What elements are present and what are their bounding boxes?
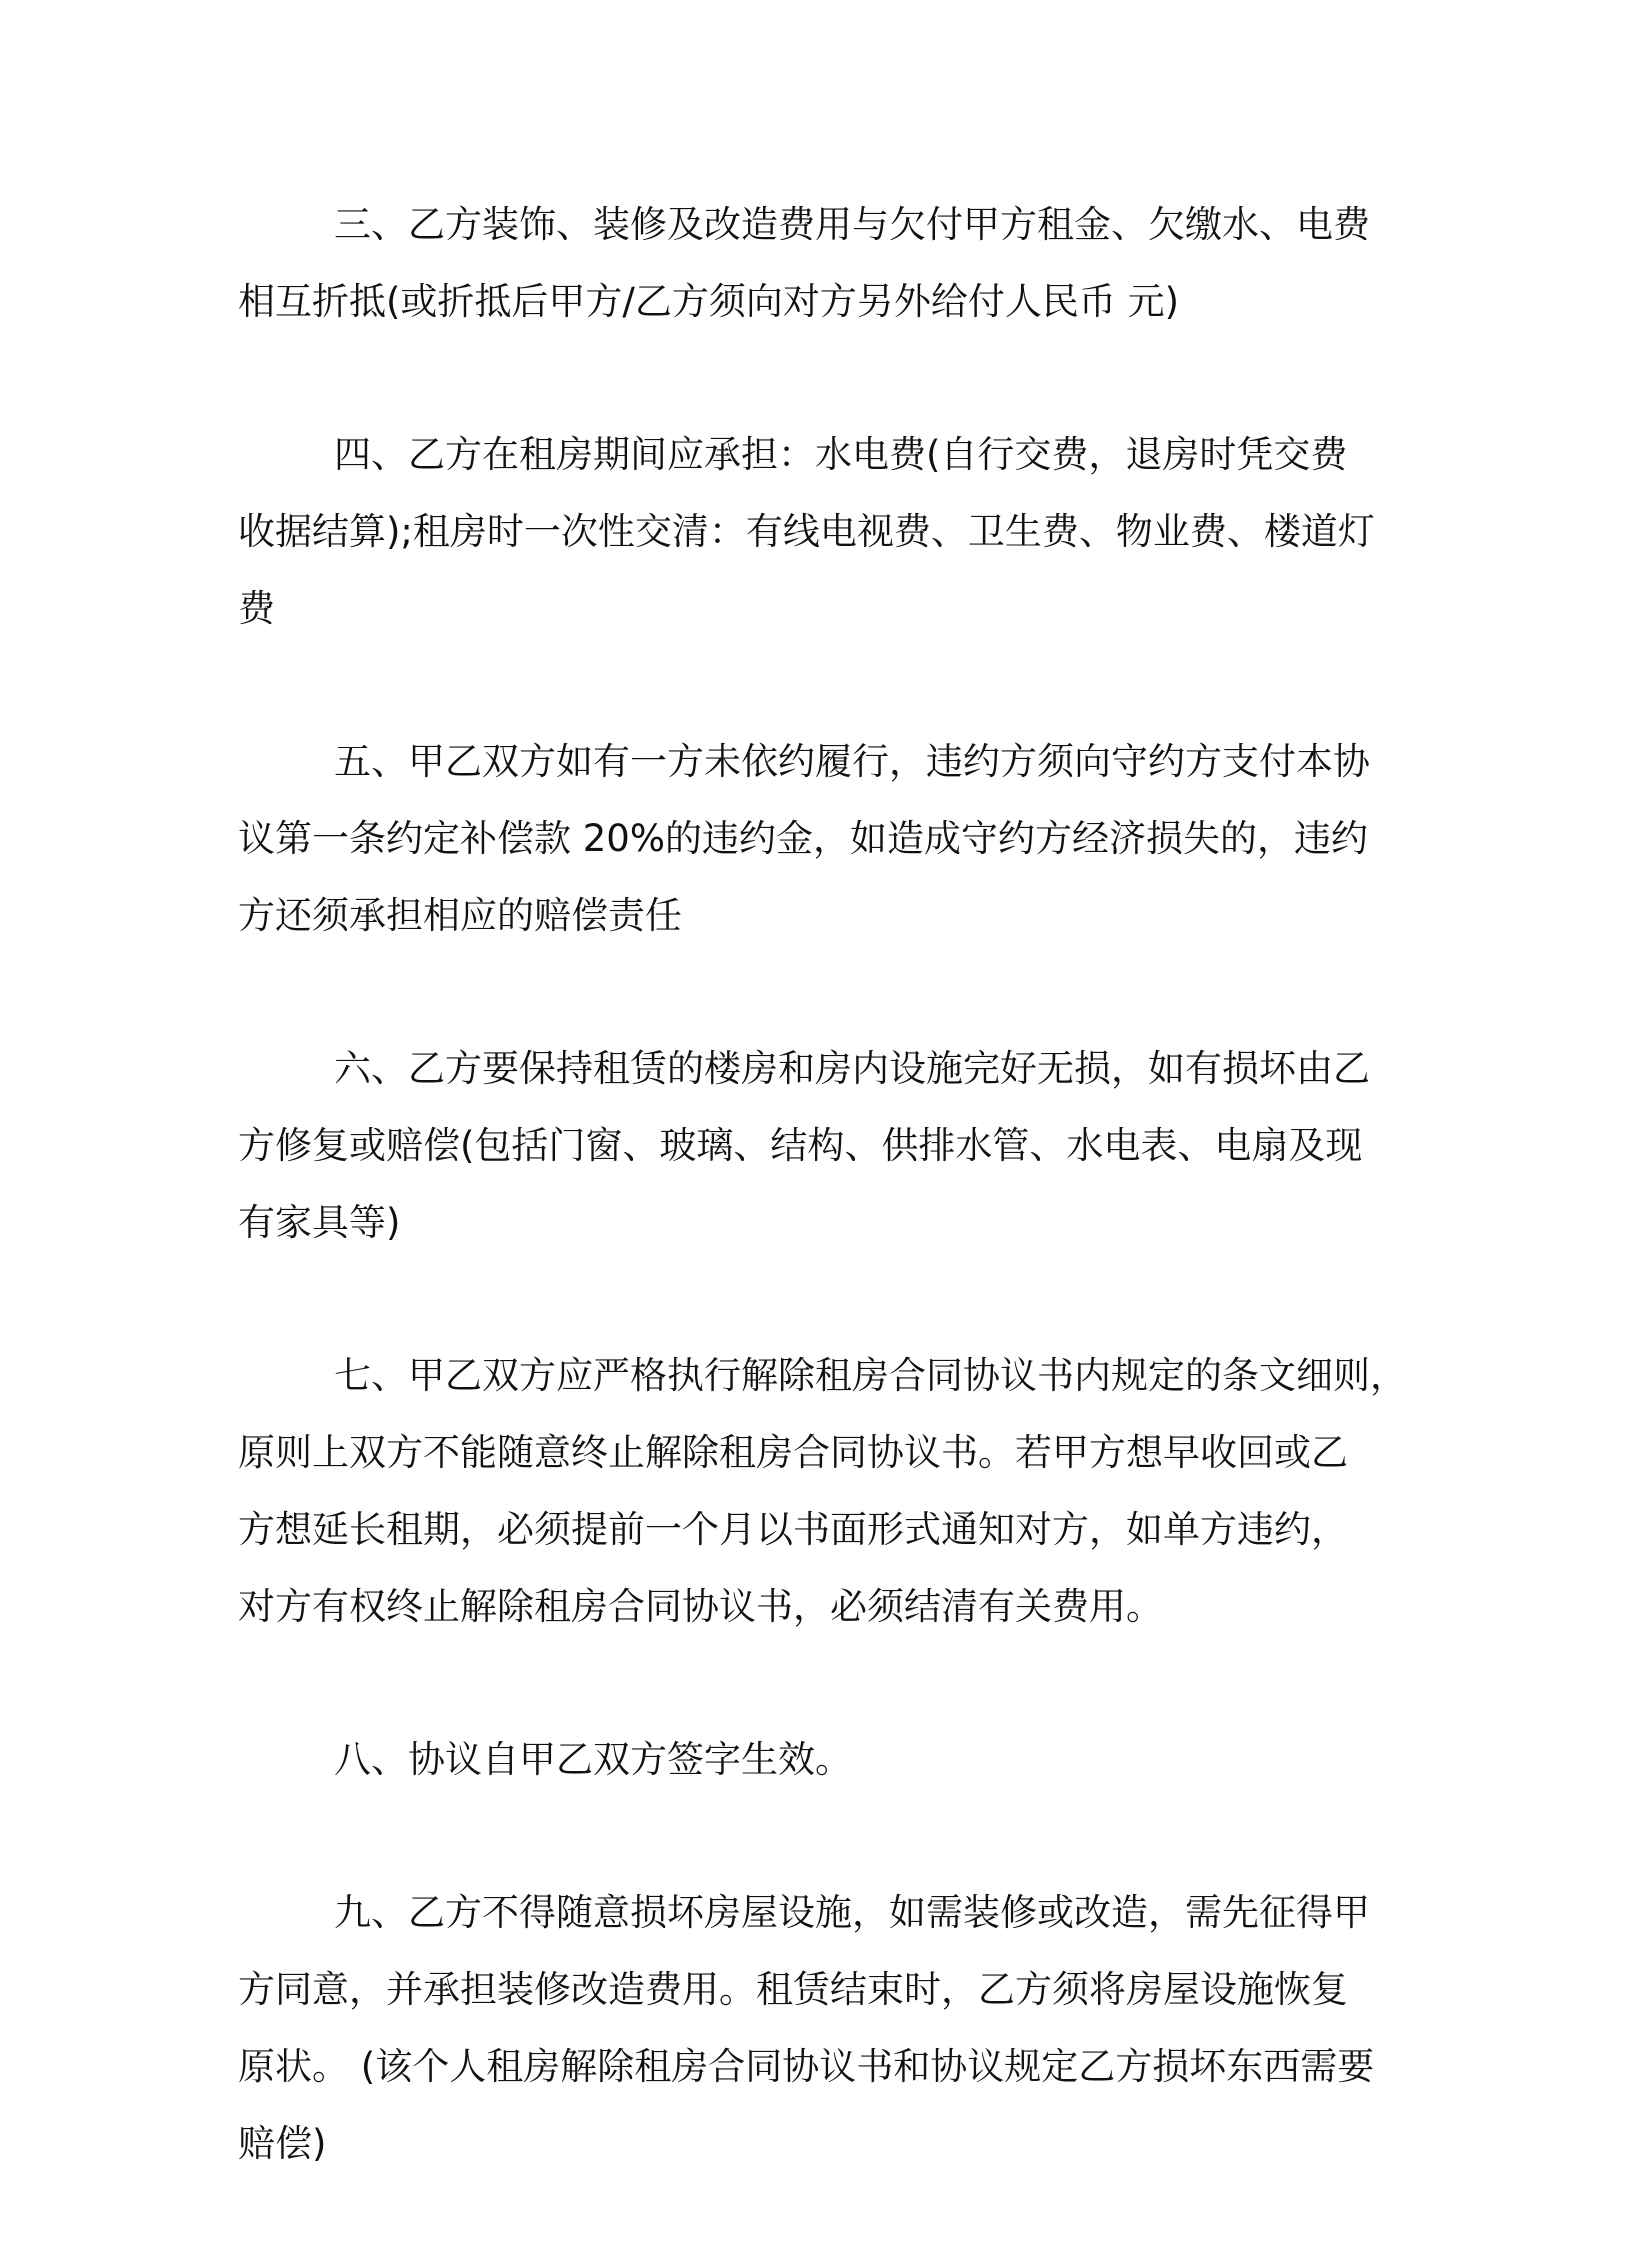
clause-9-line-2: 方同意，并承担装修改造费用。租赁结束时，乙方须将房屋设施恢复 [238, 1968, 1348, 2011]
clause-3 [238, 186, 1374, 340]
clause-4-line-3: 费 [238, 587, 275, 630]
clause-6 [238, 1030, 1374, 1261]
clause-6-line-3: 有家具等) [238, 1201, 401, 1244]
clause-5-line-1: 五、甲乙双方如有一方未依约履行，违约方须向守约方支付本协 [334, 740, 1370, 783]
clause-9 [238, 1874, 1374, 2182]
clause-5-line-2: 议第一条约定补偿款 20%的违约金，如造成守约方经济损失的，违约 [238, 817, 1368, 860]
clause-6-line-1: 六、乙方要保持租赁的楼房和房内设施完好无损，如有损坏由乙 [334, 1047, 1370, 1090]
clause-8 [238, 1721, 1374, 1798]
clause-9-line-3: 原状。 (该个人租房解除租房合同协议书和协议规定乙方损坏东西需要 [238, 2045, 1375, 2088]
clause-7 [238, 1337, 1407, 1645]
clause-7-line-3: 方想延长租期，必须提前一个月以书面形式通知对方，如单方违约， [238, 1508, 1348, 1551]
clause-4-line-1: 四、乙方在租房期间应承担：水电费(自行交费，退房时凭交费 [334, 433, 1348, 476]
clause-4 [238, 416, 1374, 647]
clause-7-line-4: 对方有权终止解除租房合同协议书，必须结清有关费用。 [238, 1585, 1163, 1628]
clause-3-line-1: 三、乙方装饰、装修及改造费用与欠付甲方租金、欠缴水、电费 [334, 203, 1370, 246]
clause-9-line-4: 赔偿) [238, 2122, 327, 2165]
clause-8-line-1: 八、协议自甲乙双方签字生效。 [334, 1738, 852, 1781]
clause-9-line-1: 九、乙方不得随意损坏房屋设施，如需装修或改造，需先征得甲 [334, 1891, 1370, 1934]
clause-3-line-2: 相互折抵(或折抵后甲方/乙方须向对方另外给付人民币 元) [238, 280, 1180, 323]
clause-6-line-2: 方修复或赔偿(包括门窗、玻璃、结构、供排水管、水电表、电扇及现 [238, 1124, 1363, 1167]
document-body [238, 186, 1407, 2258]
clause-5-line-3: 方还须承担相应的赔偿责任 [238, 894, 682, 937]
clause-5 [238, 723, 1374, 954]
clause-7-line-2: 原则上双方不能随意终止解除租房合同协议书。若甲方想早收回或乙 [238, 1431, 1348, 1474]
clause-7-line-1: 七、甲乙双方应严格执行解除租房合同协议书内规定的条文细则， [334, 1354, 1407, 1397]
clause-4-line-2: 收据结算);租房时一次性交清：有线电视费、卫生费、物业费、楼道灯 [238, 510, 1375, 553]
